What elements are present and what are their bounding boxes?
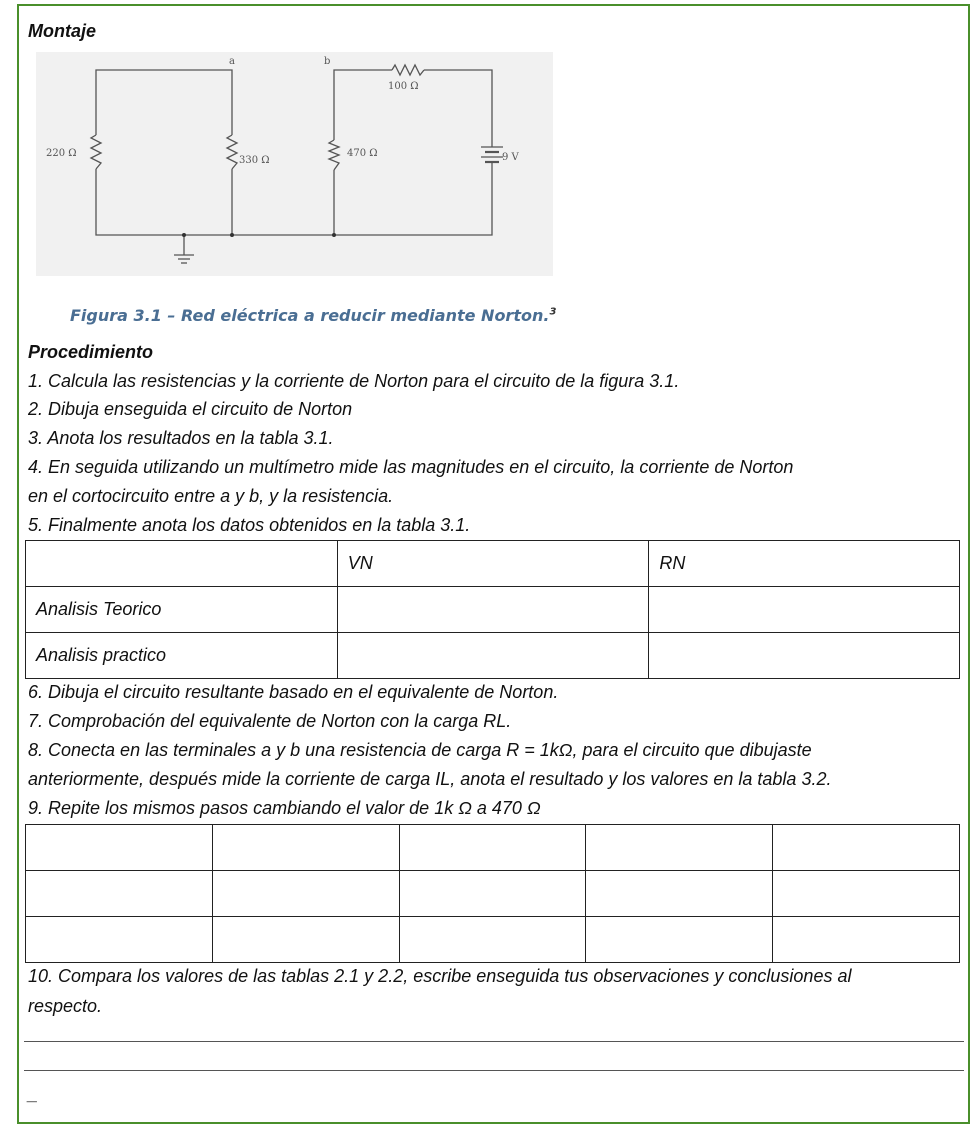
step-line: 6. Dibuja el circuito resultante basado en el equivalente de Norton. xyxy=(28,682,559,702)
table-header-cell xyxy=(26,541,338,587)
answer-line xyxy=(24,1041,964,1042)
table-cell xyxy=(399,825,586,871)
table-header-cell: RN xyxy=(649,541,960,587)
step-line: 1. Calcula las resistencias y la corriente de Norton para el circuito de la figura 3.1. xyxy=(28,371,680,391)
table-cell xyxy=(773,825,960,871)
trailing-dash: _ xyxy=(28,1084,39,1104)
step-line: respecto. xyxy=(28,996,103,1016)
table-cell xyxy=(26,825,213,871)
step-line: 10. Compara los valores de las tablas 2.1 y 2.2, escribe enseguida tus observaciones y conclusiones al xyxy=(28,966,852,986)
table-3-2 xyxy=(25,824,960,963)
circuit-diagram xyxy=(36,52,553,276)
node-b-label: b xyxy=(324,56,331,67)
answer-line xyxy=(24,1070,964,1071)
source-label: 9 V xyxy=(502,152,519,163)
table-cell xyxy=(399,871,586,917)
table-cell xyxy=(337,587,649,633)
step-line: 8. Conecta en las terminales a y b una resistencia de carga R = 1kΩ, para el circuito que dibujaste xyxy=(28,740,812,760)
table-3-1 xyxy=(25,540,960,679)
heading-montaje: Montaje xyxy=(28,21,97,41)
resistor-330 xyxy=(227,135,237,169)
step-line: en el cortocircuito entre a y b, y la resistencia. xyxy=(28,486,394,506)
resistor-220 xyxy=(91,135,101,169)
step-line: 5. Finalmente anota los datos obtenidos en la tabla 3.1. xyxy=(28,515,471,535)
step-line: 2. Dibuja enseguida el circuito de Norton xyxy=(28,399,353,419)
table-row-label: Analisis practico xyxy=(26,633,338,679)
step-line: 7. Comprobación del equivalente de Norton con la carga RL. xyxy=(28,711,512,731)
table-cell xyxy=(212,871,399,917)
table-cell xyxy=(586,917,773,963)
resistor-470 xyxy=(329,140,339,170)
r3-label: 470 Ω xyxy=(347,148,378,159)
table-cell xyxy=(586,871,773,917)
heading-procedimiento: Procedimiento xyxy=(28,342,154,362)
r2-label: 330 Ω xyxy=(239,155,270,166)
resistor-100 xyxy=(392,65,424,75)
step-line: 4. En seguida utilizando un multímetro mide las magnitudes en el circuito, la corriente de Norton xyxy=(28,457,794,477)
table-cell xyxy=(586,825,773,871)
table-row-label: Analisis Teorico xyxy=(26,587,338,633)
table-header-cell: VN xyxy=(337,541,649,587)
table-cell xyxy=(26,917,213,963)
table-cell xyxy=(649,587,960,633)
r4-label: 100 Ω xyxy=(388,81,419,92)
table-cell xyxy=(212,825,399,871)
table-cell xyxy=(26,871,213,917)
table-cell xyxy=(773,871,960,917)
step-line: 9. Repite los mismos pasos cambiando el valor de 1k Ω a 470 Ω xyxy=(28,798,541,818)
r1-label: 220 Ω xyxy=(46,148,77,159)
node-a-label: a xyxy=(229,56,235,67)
step-line: 3. Anota los resultados en la tabla 3.1. xyxy=(28,428,334,448)
caption-text: Figura 3.1 – Red eléctrica a reducir mediante Norton. xyxy=(70,306,550,325)
table-cell xyxy=(773,917,960,963)
step-line: anteriormente, después mide la corriente de carga IL, anota el resultado y los valores en la tabla 3.2. xyxy=(28,769,832,789)
table-cell xyxy=(399,917,586,963)
table-cell xyxy=(337,633,649,679)
table-cell xyxy=(649,633,960,679)
figure-caption xyxy=(70,306,556,325)
caption-footnote: 3 xyxy=(549,306,557,318)
table-cell xyxy=(212,917,399,963)
